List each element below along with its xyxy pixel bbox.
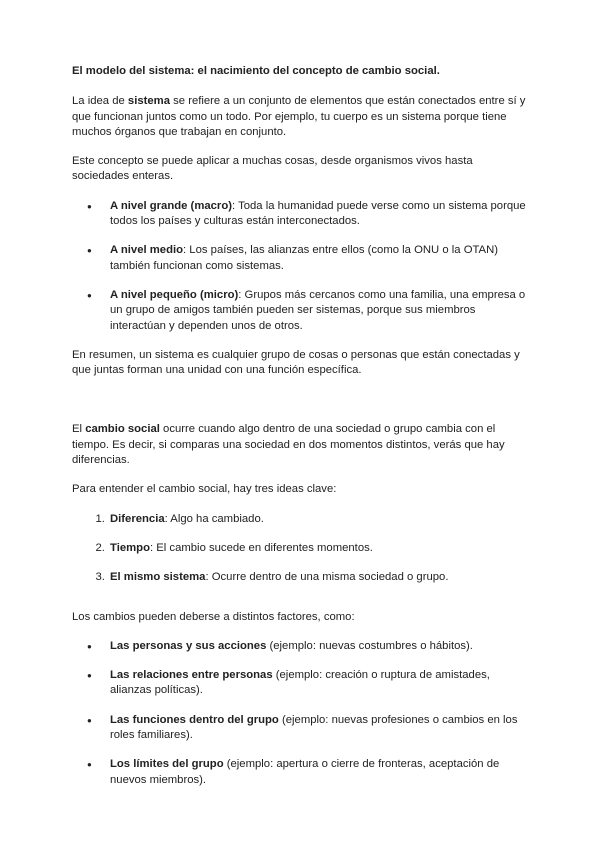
text-span: ocurre cuando algo dentro de una sociedad o grupo cambia con el tiempo. Es decir, si comparas una sociedad en dos momentos distintos, verás que hay diferencias.	[72, 423, 505, 467]
list-item	[108, 570, 532, 585]
bold-term: A nivel medio	[110, 244, 184, 257]
paragraph-sistema	[72, 94, 532, 140]
document-title: El modelo del sistema: el nacimiento del concepto de cambio social.	[72, 65, 440, 77]
bold-term: Tiempo	[110, 541, 150, 554]
bold-term: Las relaciones entre personas	[110, 669, 273, 682]
bold-term: Diferencia	[110, 512, 165, 525]
list-item	[108, 243, 532, 274]
paragraph-ideas-clave: Para entender el cambio social, hay tres ideas clave:	[72, 483, 337, 496]
paragraph-factores: Los cambios pueden deberse a distintos factores, como:	[72, 610, 355, 623]
text-span: (ejemplo: nuevas profesiones o cambios en los roles familiares).	[110, 713, 518, 742]
list-item	[108, 199, 532, 230]
text-span: (ejemplo: nuevas costumbres o hábitos).	[266, 639, 473, 652]
list-item	[108, 713, 532, 744]
bold-term: cambio social	[85, 423, 160, 436]
text-span: La idea de	[72, 95, 128, 108]
list-item	[108, 668, 532, 699]
list-item	[108, 512, 532, 527]
list-item	[108, 757, 532, 788]
text-span: se refiere a un conjunto de elementos que están conectados entre sí y que funcionan juntos como un todo. Por ejemplo, tu cuerpo es un sistema porque tiene muchos órganos que trabajan en conjunto.	[72, 95, 526, 138]
spacer	[72, 600, 532, 610]
bold-term: A nivel grande (macro)	[110, 199, 232, 212]
text-span: : El cambio sucede en diferentes momentos.	[149, 541, 373, 554]
text-span: (ejemplo: creación o ruptura de amistades, alianzas políticas).	[110, 669, 490, 697]
bold-term: Los límites del grupo	[110, 758, 224, 771]
text-span: : Toda la humanidad puede verse como un sistema porque todos los países y culturas están interconectados.	[110, 199, 526, 228]
bold-term: sistema	[127, 95, 170, 108]
paragraph-resumen: En resumen, un sistema es cualquier grupo de cosas o personas que están conectadas y que juntas forman una unidad con una función específica.	[72, 348, 520, 377]
text-span: : Algo ha cambiado.	[164, 512, 264, 525]
bold-term: A nivel pequeño (micro)	[110, 288, 239, 301]
bold-term: Las personas y sus acciones	[110, 639, 267, 652]
list-item	[108, 541, 532, 556]
text-span: (ejemplo: apertura o cierre de fronteras, aceptación de nuevos miembros).	[110, 758, 500, 786]
spacer	[72, 392, 532, 422]
text-span: : Grupos más cercanos como una familia, una empresa o un grupo de amigos también pueden ser sistemas, porque sus miembros interactúan y dependen unos de otros.	[110, 288, 526, 332]
bold-term: Las funciones dentro del grupo	[110, 713, 279, 726]
bold-term: El mismo sistema	[110, 571, 206, 584]
levels-list	[72, 199, 532, 334]
list-item	[108, 639, 532, 654]
document-page	[72, 64, 532, 802]
text-span: : Los países, las alianzas entre ellos (como la ONU o la OTAN) también funcionan como sistemas.	[110, 244, 499, 272]
text-span: : Ocurre dentro de una misma sociedad o grupo.	[205, 571, 449, 584]
ideas-list	[72, 512, 532, 586]
paragraph-cambio-social	[72, 422, 532, 468]
factors-list	[72, 639, 532, 788]
text-span: El	[72, 423, 86, 436]
list-item	[108, 288, 532, 334]
paragraph-concepto: Este concepto se puede aplicar a muchas cosas, desde organismos vivos hasta sociedades enteras.	[72, 155, 473, 183]
